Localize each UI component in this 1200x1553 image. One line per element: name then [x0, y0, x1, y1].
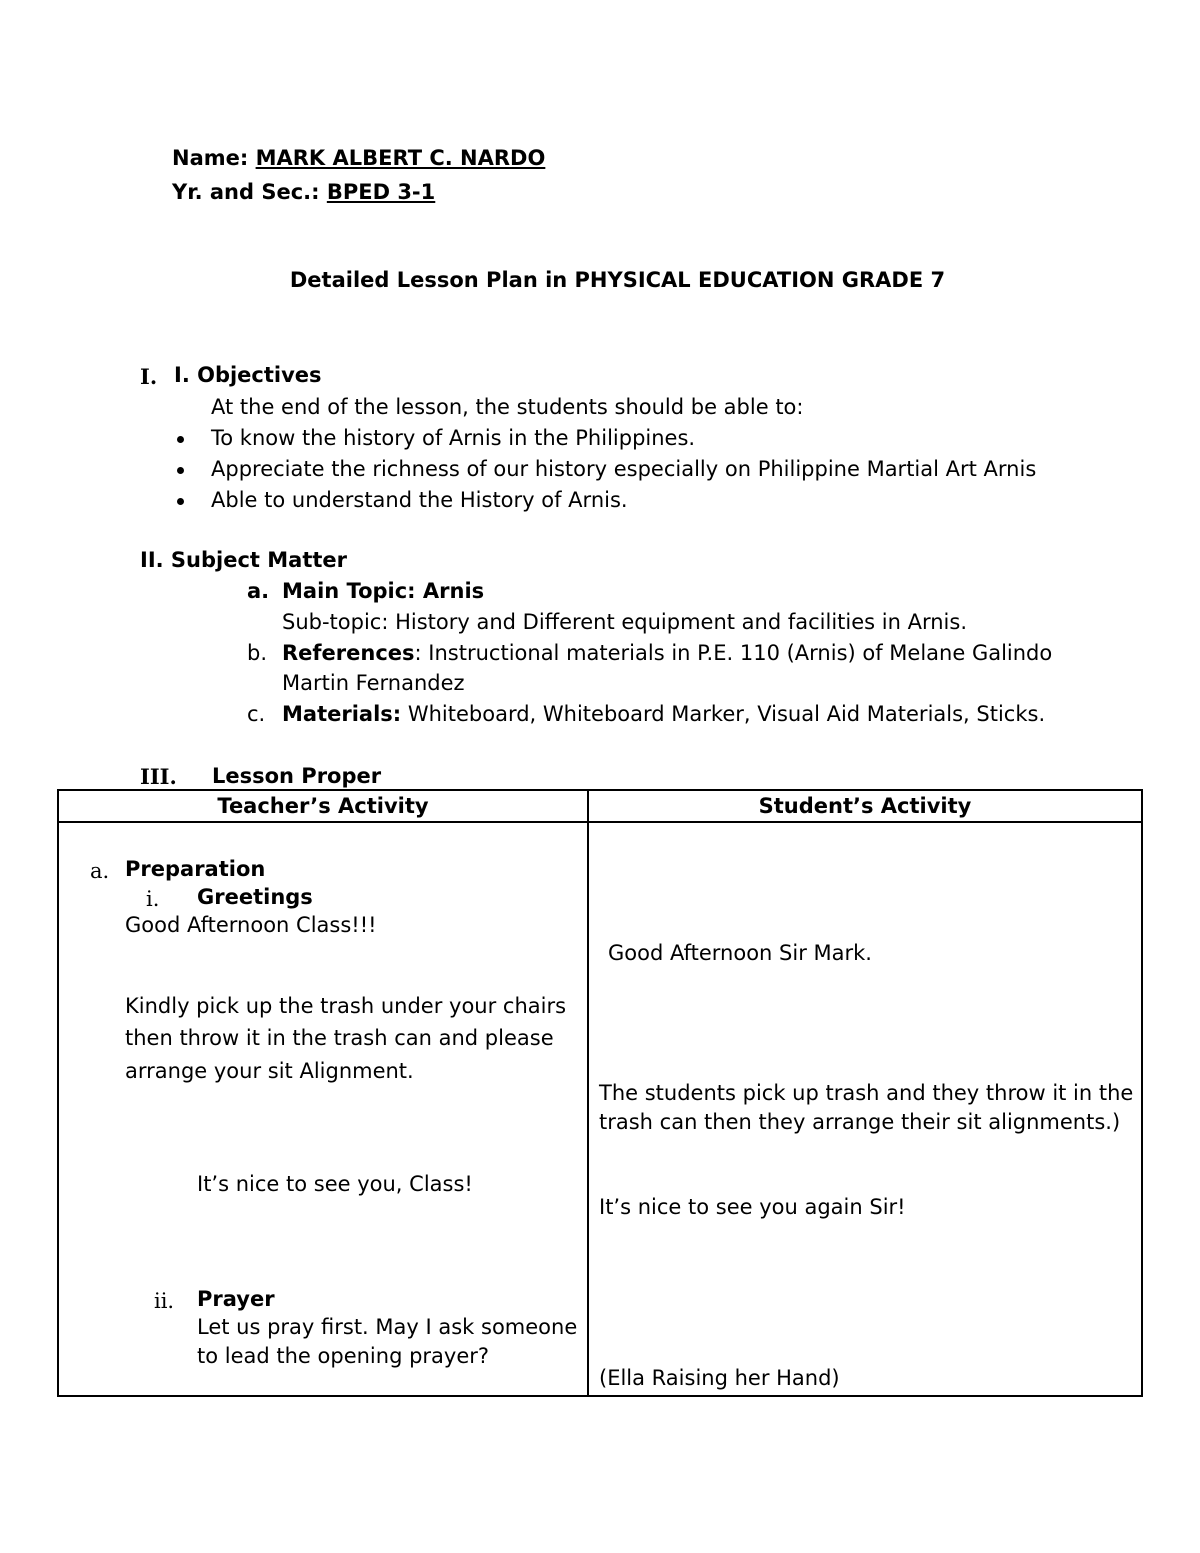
bullet-icon: [177, 436, 184, 443]
teacher-nice-line: It’s nice to see you, Class!: [197, 1172, 473, 1196]
page-title: Detailed Lesson Plan in PHYSICAL EDUCATION GRADE 7: [289, 268, 946, 292]
section-line: [172, 180, 435, 204]
references-line: [282, 641, 1052, 665]
materials-label: Materials:: [282, 702, 402, 726]
references-marker: b.: [247, 641, 268, 665]
greetings-marker: i.: [146, 887, 160, 911]
greetings-heading: Greetings: [197, 885, 313, 909]
objectives-heading: I. Objectives: [174, 363, 322, 387]
teacher-trash-line: Kindly pick up the trash under your chairs: [125, 994, 567, 1018]
prayer-marker: ii.: [154, 1289, 175, 1313]
section-label: Yr. and Sec.:: [172, 180, 320, 204]
student-trash-line: trash can then they arrange their sit alignments.): [599, 1110, 1121, 1134]
name-line: [172, 146, 545, 170]
references-label: References: [282, 641, 415, 665]
lesson-table: [57, 789, 1143, 1397]
student-prayer-reply: (Ella Raising her Hand): [599, 1366, 840, 1390]
teacher-greeting: Good Afternoon Class!!!: [125, 913, 377, 937]
student-trash-line: The students pick up trash and they throw it in the: [599, 1081, 1134, 1105]
main-topic-marker: a.: [247, 579, 270, 603]
references-text: : Instructional materials in P.E. 110 (Arnis) of Melane Galindo: [414, 641, 1053, 665]
student-activity-header: Student’s Activity: [588, 790, 1142, 822]
materials-text: Whiteboard, Whiteboard Marker, Visual Aid Materials, Sticks.: [401, 702, 1046, 726]
objective-item: Appreciate the richness of our history especially on Philippine Martial Art Arnis: [211, 457, 1037, 481]
section-value: BPED 3-1: [326, 180, 436, 204]
subject-matter-heading: II. Subject Matter: [140, 548, 348, 572]
materials-line: [282, 702, 1045, 726]
objectives-intro: At the end of the lesson, the students should be able to:: [211, 395, 804, 419]
lesson-proper-heading: Lesson Proper: [212, 764, 382, 788]
objective-item: Able to understand the History of Arnis.: [211, 488, 628, 512]
preparation-marker: a.: [90, 859, 110, 883]
name-value: MARK ALBERT C. NARDO: [255, 146, 546, 170]
sub-topic: Sub-topic: History and Different equipment and facilities in Arnis.: [282, 610, 967, 634]
teacher-prayer-line: to lead the opening prayer?: [197, 1344, 490, 1368]
teacher-activity-cell: [58, 822, 588, 1396]
student-activity-cell: [588, 822, 1142, 1396]
name-label: Name:: [172, 146, 249, 170]
bullet-icon: [177, 467, 184, 474]
student-greeting: Good Afternoon Sir Mark.: [608, 941, 872, 965]
teacher-trash-line: arrange your sit Alignment.: [125, 1059, 414, 1083]
references-text-2: Martin Fernandez: [282, 671, 465, 695]
lesson-proper-marker: III.: [140, 764, 177, 789]
objective-item: To know the history of Arnis in the Philippines.: [211, 426, 696, 450]
preparation-heading: Preparation: [125, 857, 266, 881]
prayer-heading: Prayer: [197, 1287, 275, 1311]
bullet-icon: [177, 498, 184, 505]
main-topic: Main Topic: Arnis: [282, 579, 485, 603]
teacher-trash-line: then throw it in the trash can and please: [125, 1026, 554, 1050]
materials-marker: c.: [247, 702, 266, 726]
objectives-marker: I.: [140, 364, 158, 389]
teacher-prayer-line: Let us pray first. May I ask someone: [197, 1315, 578, 1339]
teacher-activity-header: Teacher’s Activity: [58, 790, 588, 822]
student-nice-reply: It’s nice to see you again Sir!: [599, 1195, 906, 1219]
